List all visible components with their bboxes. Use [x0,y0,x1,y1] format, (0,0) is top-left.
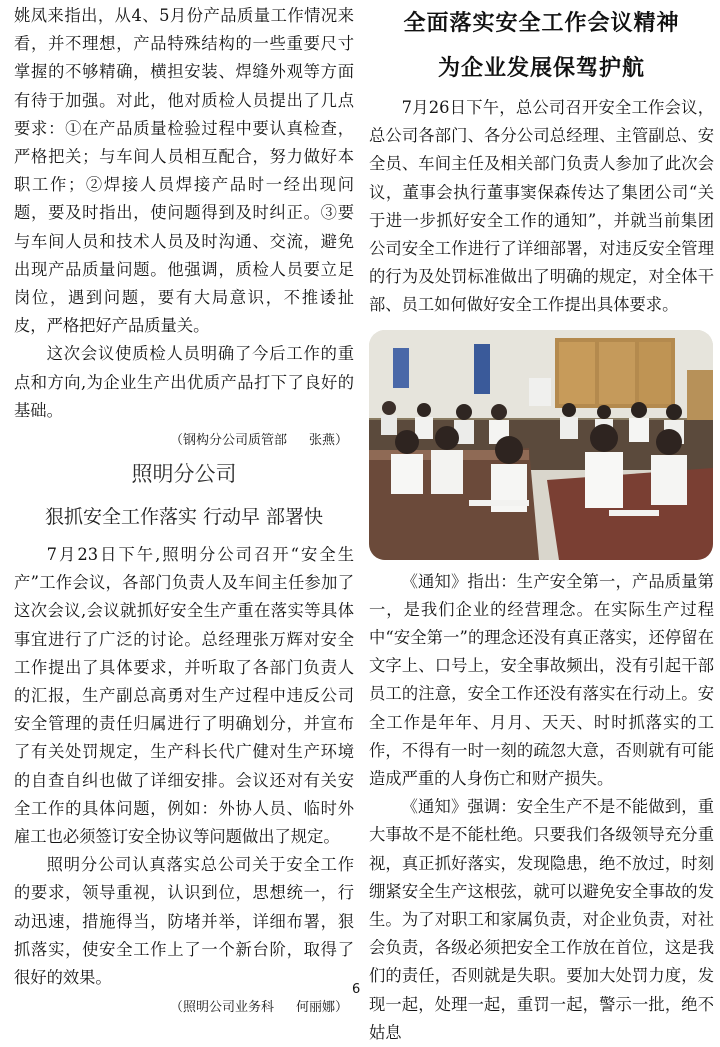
section-subtitle-lighting: 狠抓安全工作落实 行动早 部署快 [44,506,324,529]
signature-author: 何丽娜） [295,1000,348,1016]
article-title-line-1: 全面落实安全工作会议精神 [403,11,680,36]
right-paragraph-2: 《通知》指出：生产安全第一，产品质量第一，是我们企业的经营理念。在实际生产过程中“安全第一”的理念还没有真正落实，还停留在文字上、口号上，安全事故频出，没有引起干部员工的注意，安全工作还没有落实在行动上。安全工作是年年、月月、天天、时时抓落实的工作，不得有一时一刻的疏忽大意，否则就有可能造成严重的人身伤亡和财产损失。 [369,571,714,789]
right-column [369,0,714,1047]
section-title-lighting: 照明分公司 [131,462,237,487]
left-column [14,0,354,1015]
right-paragraph-3: 《通知》强调：安全生产不是不能做到，重大事故不是不能杜绝。只要我们各级领导充分重视，真正抓好落实，发现隐患，绝不放过，时刻绷紧安全生产这根弦，就可以避免安全事故的发生。为了对职工和家属负责，对企业负责，对社会负责，各级必须把安全工作放在首位，这是我们的责任，否则就是失职。要加大处罚力度，发现一起，处理一起，重罚一起，警示一批，绝不姑息 [369,797,714,1042]
right-paragraph-1: 7月26日下午，总公司召开安全工作会议，总公司各部门、各分公司总经理、主管副总、安全员、车间主任及相关部门负责人参加了此次会议，董事会执行董事窦保森传达了集团公司“关于进一步抓好安全工作的通知”，并就当前集团公司安全工作进行了详细部署，对违反安全管理的行为及处罚标准做出了明确的规定，对全体干部、员工如何做好安全工作提出具体要求。 [369,98,714,315]
signature-lighting-branch [14,996,354,1015]
signature-author: 张燕） [308,433,348,449]
left-paragraph-1: 姚凤来指出，从4、5月份产品质量工作情况来看，并不理想，产品特殊结构的一些重要尺寸掌握的不够精确，横担安装、焊缝外观等方面有待于加强。对此，他对质检人员提出了几点要求：①在产品质量检验过程中要认真检查，严格把关；与车间人员相互配合，努力做好本职工作；②焊接人员焊接产品时一经出现问题，要及时指出，使问题得到及时纠正。③要与车间人员和技术人员及时沟通、交流，避免出现产品质量问题。他强调，质检人员要立足岗位，遇到问题，要有大局意识，不推诿扯皮，严格把好产品质量关。 [14,6,354,336]
meeting-photo-illustration [369,330,713,560]
left-paragraph-4: 照明分公司认真落实总公司关于安全工作的要求，领导重视，认识到位，思想统一，行动迅速，措施得当，防堵并举，详细布署，狠抓落实，使安全工作上了一个新台阶，取得了很好的效果。 [14,855,354,988]
left-paragraph-3: 7月23日下午,照明分公司召开“安全生产”工作会议，各部门负责人及车间主任参加了这次会议,会议就抓好安全生产重在落实等具体事宜进行了广泛的讨论。总经理张万辉对安全工作提出了具体要求，并听取了各部门负责人的汇报，生产副总高勇对生产过程中违反公司安全管理的责任归属进行了明确划分，并宣布了有关处罚规定，生产科长代广健对生产环境的自查自纠也做了详细安排。会议还对有关安全工作的具体问题，例如：外协人员、临时外雇工也必须签订安全协议等问题做出了规定。 [14,545,354,847]
left-paragraph-2: 这次会议使质检人员明确了今后工作的重点和方向,为企业生产出优质产品打下了良好的基础。 [14,344,354,420]
page-number: 6 [352,982,361,997]
signature-org: （钢构分公司质管部 [169,433,287,449]
meeting-photo [369,330,713,560]
signature-steel-branch [14,429,354,448]
article-title-line-2: 为企业发展保驾护航 [437,56,645,81]
signature-org: （照明公司业务科 [169,1000,274,1016]
